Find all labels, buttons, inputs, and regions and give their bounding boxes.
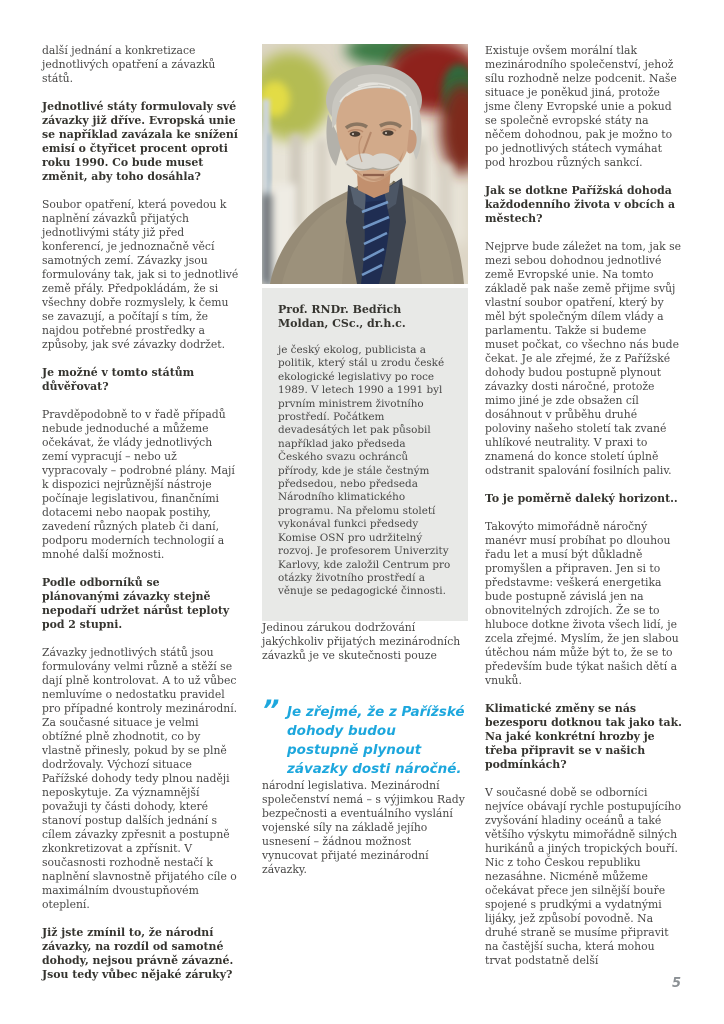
body-paragraph: Nejprve bude záležet na tom, jak se mezi sebou dohodnou jednotlivé země Evropské unie. Na tomto základě pak naše země přijme svůj vlastní soubor opatření, který by měl být společným dílem vlády a parlamentu. Takže si budeme muset počkat, co všechno nás bude čekat. Je ale zřejmé, že z Pařížské dohody budou postupně plynout závazky dosti náročné, protože mimo jiné je zde obsažen cíl dosáhnout v průběhu druhé poloviny našeho století tak zvané uhlíkové neutrality. V praxi to znamená do konce století úplně odstranit spalování fosilních paliv. bbox=[485, 240, 682, 477]
body-paragraph: Pravděpodobně to v řadě případů nebude jednoduché a můžeme očekávat, že vlády jednotlivých zemí vypracují – nebo už vypracovaly – podrobné plány. Mají k dispozici nejrůznější nástroje počínaje legislativou, finančními dotacemi nebo naopak postihy, zavedení různých plateb či daní, podporu moderních technologií a mnohé další možnosti. bbox=[42, 408, 235, 561]
body-paragraph: národní legislativa. Mezinárodní společenství nemá – s výjimkou Rady bezpečnosti a eventuálního vyslání vojenské síly na základě jejího usnesení – žádnou možnost vynucovat přijaté mezinárodní závazky. bbox=[262, 779, 465, 876]
page-number: 5 bbox=[671, 976, 681, 991]
interview-question: Již jste zmínil to, že národní závazky, na rozdíl od samotné dohody, nejsou právně závazné. Jsou tedy vůbec nějaké záruky? bbox=[42, 926, 234, 981]
pull-quote-text: Je zřejmé, že z Pařížské dohody budou postupně plynout závazky dosti náročné. bbox=[287, 704, 465, 777]
photo-caption-box bbox=[262, 288, 468, 621]
right-text-column bbox=[485, 44, 683, 982]
body-paragraph: Takovýto mimořádně náročný manévr musí probíhat po dlouhou řadu let a musí být důkladně promyšlen a připraven. Jen si to představme: veškerá energetika bude postupně závislá jen na obnovitelných zdrojích. Že se to hluboce dotkne života všech lidí, je zcela zřejmé. Myslím, že jen slabou útěchou nám může být to, že se to především bude týkat našich dětí a vnuků. bbox=[485, 520, 679, 687]
body-paragraph: V současné době se odborníci nejvíce obávají rychle postupujícího zvyšování hladiny oceánů a také většího výskytu mimořádně silných hurikánů a jiných tropických bouří. Nic z toho Českou republiku nezasáhne. Nicméně můžeme očekávat přece jen silnější bouře spojené s prudkými a vydatnými lijáky, jež způsobí povodně. Na druhé straně se musíme připravit na častější sucha, která mohou trvat podstatně delší bbox=[485, 786, 682, 967]
interview-question: Je možné v tomto státům důvěřovat? bbox=[42, 366, 195, 393]
interview-question: Jednotlivé státy formulovaly své závazky již dříve. Evropská unie se například zavázala ke snížení emisí o čtyřicet procent oproti roku 1990. Co bude muset změnit, aby toho dosáhla? bbox=[42, 100, 238, 183]
quote-mark-icon: ” bbox=[262, 695, 280, 726]
body-paragraph: další jednání a konkretizace jednotlivých opatření a závazků států. bbox=[42, 44, 216, 85]
interview-question: Podle odborníků se plánovanými závazky stejně nepodaří udržet nárůst teploty pod 2 stupni. bbox=[42, 576, 230, 631]
middle-column bbox=[262, 44, 468, 891]
pull-quote bbox=[262, 695, 465, 779]
interview-question: Jak se dotkne Pařížská dohoda každodenního života v obcích a městech? bbox=[485, 184, 676, 225]
left-text-column bbox=[42, 44, 240, 996]
body-paragraph: Existuje ovšem morální tlak mezinárodního společenství, jehož sílu rozhodně nelze podcenit. Naše situace je poněkud jiná, protože jsme členy Evropské unie a pokud se společně evropské státy na něčem dohodnou, pak je možno to po jednotlivých státech vymáhat pod hrozbou různých sankcí. bbox=[485, 44, 677, 169]
portrait-photo bbox=[262, 44, 468, 284]
body-paragraph: Soubor opatření, která povedou k naplnění závazků přijatých jednotlivými státy již před konferencí, je jednoznačně věcí samotných zemí. Závazky jsou formulovány tak, jak si to jednotlivé země přály. Předpokládám, že si všechny dobře rozmyslely, k čemu se zavazují, a počítají s tím, že najdou potřebné prostředky a způsoby, jak své závazky dodržet. bbox=[42, 198, 239, 351]
bio-text: je český ekolog, publicista a politik, který stál u zrodu české ekologické legislativy po roce 1989. V letech 1990 a 1991 byl prvním ministrem životního prostředí. Počátkem devadesátých let pak působil například jako předseda Českého svazu ochránců přírody, kde je stále čestným předsedou, nebo předseda Národního klimatického programu. Na přelomu století vykonával funkci předsedy Komise OSN pro udržitelný rozvoj. Je profesorem Univerzity Karlovy, kde založil Centrum pro otázky životního prostředí a věnuje se pedagogické činnosti. bbox=[278, 344, 451, 598]
body-paragraph: Jedinou zárukou dodržování jakýchkoliv přijatých mezinárodních závazků je ve skutečnosti pouze bbox=[262, 621, 461, 662]
photo-caption: Prof. RNDr. Bedřich Moldan, CSc., dr.h.c. bbox=[278, 303, 406, 330]
interview-question: Klimatické změny se nás bezesporu dotknou tak jako tak. Na jaké konkrétní hrozby je třeba připravit se v našich podmínkách? bbox=[485, 702, 682, 771]
interview-question: To je poměrně daleký horizont.. bbox=[485, 492, 678, 505]
body-paragraph: Závazky jednotlivých států jsou formulovány velmi různě a stěží se dají plně kontrolovat. A to už vůbec nemluvíme o nedostatku pravidel pro případné kontroly mezinárodní. Za současné situace je velmi obtížné plně zhodnotit, co by vlastně přinesly, pokud by se plně dodržovaly. Výchozí situace Pařížské dohody tedy plnou naději neposkytuje. Za významnější považuji ty části dohody, které stanoví postup dalších jednání s cílem závazky zpřesnit a postupně zkonkretizovat a zpřísnit. V současnosti rozhodně nestačí k naplnění slavnostně přijatého cíle o maximálním dvoustupňovém oteplení. bbox=[42, 646, 238, 911]
